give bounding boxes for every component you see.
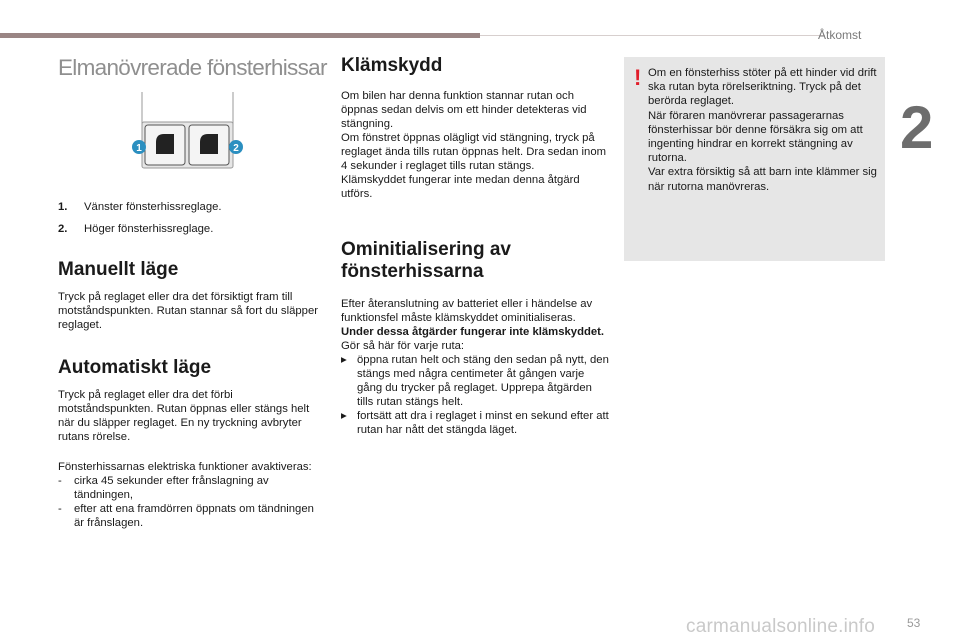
page-title: Elmanövrerade fönsterhissar bbox=[58, 55, 327, 80]
header-rule bbox=[480, 35, 825, 36]
legend-item-1 bbox=[58, 200, 318, 214]
reinit-heading: Ominitialisering av fönsterhissarna bbox=[341, 239, 511, 282]
legend-number: 2. bbox=[58, 223, 68, 235]
middle-column bbox=[341, 55, 609, 437]
pinch-protection-heading: Klämskydd bbox=[341, 55, 443, 76]
manual-mode-text: Tryck på reglaget eller dra det försiktigt fram till motståndspunkten. Rutan stannar så fort du släpper reglaget. bbox=[58, 291, 318, 331]
callout-1-label: 1 bbox=[136, 143, 142, 154]
page-number: 53 bbox=[907, 616, 921, 630]
list-item: ▸ öppna rutan helt och stäng den sedan på nytt, den stängs med några centimeter åt gången varje gång du trycker på reglaget. Upprepa åtgärden tills rutan stängs helt. bbox=[341, 354, 609, 408]
arrow-bullet-icon: ▸ bbox=[341, 410, 347, 422]
manual-mode-heading: Manuellt läge bbox=[58, 259, 179, 280]
legend-number: 1. bbox=[58, 201, 68, 213]
auto-mode-heading: Automatiskt läge bbox=[58, 357, 212, 378]
warning-exclamation-icon: ! bbox=[634, 65, 642, 90]
list-item: ▸ fortsätt att dra i reglaget i minst en sekund efter att rutan har nått det stängda läget. bbox=[341, 410, 609, 436]
pinch-protection-text: Om bilen har denna funktion stannar rutan och öppnas sedan delvis om ett hinder detekteras vid stängning. Om fönstret öppnas olägligt vid stängning, tryck på reglaget ända tills rutan öppnas helt. Dra sedan inom 4 sekunder i reglaget tills rutan stängs. Klämskyddet fungerar inte medan denna åtgärd utförs. bbox=[341, 90, 607, 200]
list-item: - efter att ena framdörren öppnats om tändningen är frånslagen. bbox=[58, 503, 314, 529]
list-item: - cirka 45 sekunder efter frånslagning av tändningen, bbox=[58, 475, 269, 501]
reinit-intro: Efter återanslutning av batteriet eller i händelse av funktionsfel måste klämskyddet ominitialiseras. bbox=[341, 298, 593, 324]
warning-box bbox=[624, 57, 885, 261]
arrow-bullet-icon: ▸ bbox=[341, 354, 347, 366]
watermark: carmanualsonline.info bbox=[686, 616, 876, 637]
legend-text: Höger fönsterhissreglage. bbox=[84, 223, 214, 235]
callout-2-label: 2 bbox=[233, 143, 239, 154]
reinit-warning-bold: Under dessa åtgärder fungerar inte klämskyddet. bbox=[341, 326, 605, 338]
section-title: Åtkomst bbox=[818, 28, 862, 42]
chapter-number: 2 bbox=[900, 94, 934, 161]
window-switch-illustration bbox=[130, 90, 250, 170]
header-accent-bar bbox=[0, 33, 480, 38]
deactivation-intro: Fönsterhissarnas elektriska funktioner avaktiveras: bbox=[58, 461, 312, 473]
legend-item-2 bbox=[58, 222, 318, 236]
auto-mode-text: Tryck på reglaget eller dra det förbi motståndspunkten. Rutan öppnas eller stängs helt när du släpper reglaget. En ny tryckning avbryter rutans rörelse. bbox=[58, 389, 310, 443]
warning-text: Om en fönsterhiss stöter på ett hinder vid drift ska rutan byta rörelseriktning. Tryck på det berörda reglaget. När föraren manövrerar passagerarnas fönsterhissar bör denne försäkra sig om att ingenting hindrar en korrekt stängning av rutorna. Var extra försiktig så att barn inte klämmer sig när rutorna manövreras. bbox=[648, 67, 877, 193]
legend-text: Vänster fönsterhissreglage. bbox=[84, 201, 222, 213]
reinit-lead: Gör så här för varje ruta: bbox=[341, 340, 465, 352]
